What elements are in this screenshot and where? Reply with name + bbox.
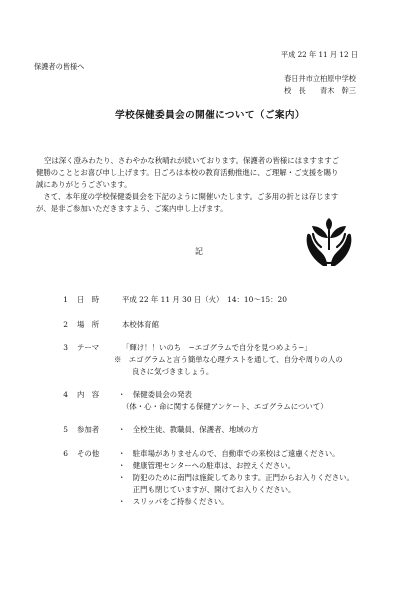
- intro-line: さて、本年度の学校保健委員会を下記のように開催いたします。ご多用の折とは存じます: [36, 192, 339, 201]
- item-detail: ・ 全校生徒、教職員、保護者、地域の方: [118, 425, 259, 434]
- item-number: 1: [63, 295, 68, 304]
- intro-line: 誠にありがとうございます。: [36, 180, 132, 189]
- item-label: テーマ: [77, 343, 100, 352]
- item-label: 場 所: [77, 320, 100, 329]
- item-number: 6: [63, 449, 68, 458]
- item-note: ※ エゴグラムと言う簡単な心理テストを通して、自分や周りの人の: [114, 355, 343, 364]
- item-label: 内 容: [77, 390, 100, 399]
- item-detail: 本校体育館: [122, 320, 159, 329]
- intro-line: 健勝のこととお喜び申し上げます。日ごろは本校の教育活動推進に、ご理解・ご支援を賜り: [36, 168, 339, 177]
- intro-line: 空は深く澄みわたり、さわやかな秋晴れが続いております。保護者の皆様にはますますご: [44, 156, 340, 165]
- item-label: 日 時: [77, 295, 100, 304]
- item-detail: ・ 健康管理センターへの駐車は、お控えください。: [118, 461, 296, 470]
- item-number: 2: [63, 320, 68, 329]
- item-number: 4: [63, 390, 68, 399]
- item-detail: 平成 22 年 11 月 30 日（火） 14：10〜15：20: [122, 295, 287, 304]
- ki-marker: 記: [195, 247, 203, 256]
- item-detail: 正門も閉じていますが、開けてお入りください。: [118, 485, 296, 494]
- item-detail: （体・心・命に関する保健アンケート、エゴグラムについて）: [122, 402, 328, 411]
- item-detail: ・ 保健委員会の発表: [118, 390, 192, 399]
- document-date: 平成 22 年 11 月 12 日: [280, 50, 358, 59]
- item-number: 3: [63, 343, 68, 352]
- recipient-line: 保護者の皆様へ: [34, 62, 85, 71]
- item-detail: ・ 防犯のために南門は施錠してあります。正門からお入りください。: [118, 473, 354, 482]
- item-detail: ・ スリッパをご持参ください。: [118, 497, 229, 506]
- item-note: 良さに気づきましょう。: [132, 367, 214, 376]
- item-label: 参加者: [77, 425, 100, 434]
- document-title: 学校保健委員会の開催について（ご案内）: [115, 110, 305, 121]
- school-name: 春日井市立柏原中学校: [284, 74, 356, 83]
- item-detail: 「輝け！！いのち −エゴグラムで自分を見つめよう−」: [122, 343, 312, 352]
- item-number: 5: [63, 425, 68, 434]
- item-label: その他: [77, 449, 100, 458]
- item-detail: ・ 駐車場がありませんので、自動車での来校はご遠慮ください。: [118, 449, 340, 458]
- hands-holding-plant-icon: [301, 216, 357, 272]
- intro-line: が、是非ご参加いただきますよう、ご案内申し上げます。: [36, 204, 228, 213]
- principal-name: 校 長 青木 幹三: [284, 86, 356, 95]
